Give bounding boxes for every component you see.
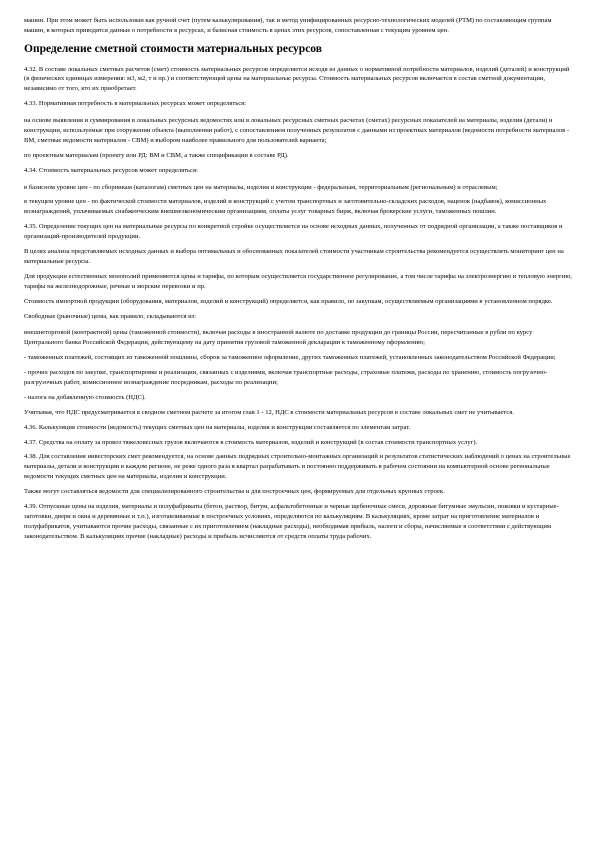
paragraph-need-summation: на основе выявления и суммирования в локальных ресурсных ведомостях или в локальных ресурсных сметных расчетах (сметах) ресурсных показателей на материалы, изделия (детали) и конструкции, используемые при сооружении объекта (выполнении работ), с сопоставлением полученных результатов с данными из проектных материалов (ведомости потребности материалов - ВМ, сметные ведомости материалов - СВМ) и выбором наиболее правильного для пользователей варианта; [24, 117, 570, 144]
document-page [24, 16, 572, 542]
paragraph-4-36: 4.36. Калькуляция стоимости (ведомость) текущих сметных цен на материалы, изделия и конструкции составляется по элементам затрат. [24, 423, 411, 431]
paragraph-4-38: 4.38. Для составления инвесторских смет рекомендуется, на основе данных подрядных строительно-монтажных организаций и результатов статистических наблюдений о ценах на строительные материалы, детали и конструкции в каждом регионе, не реже одного раза в квартал разрабатывать и постоянно поддерживать в рабочем состоянии на компьютерной основе региональные ведомости текущих сметных цен на материалы, изделия и конструкции. [24, 453, 571, 481]
section-heading: Определение сметной стоимости материальных ресурсов [24, 42, 322, 55]
intro-paragraph: машин. При этом может быть использован как ручной счет (путем калькулирования), так и метод унифицированных ресурсно-технологических моделей (РТМ) по составляющим группам машин, в которых приводятся данные о потребности в ресурсах, и базисная стоимость в ценах этих ресурсов, сопоставленная с текущим уровнем цен. [24, 17, 552, 34]
paragraph-4-37: 4.37. Средства на оплату за провоз тяжеловесных грузов включаются в стоимость материалов, изделий и конструкций (в состав стоимости транспортных услуг). [24, 438, 478, 446]
paragraph-monitoring: В целях анализа представляемых исходных данных и выбора оптимальных и обоснованных показателей стоимости участникам строительства рекомендуется осуществлять мониторинг цен на материальные ресурсы. [24, 248, 564, 265]
paragraph-4-34: 4.34. Стоимость материальных ресурсов может определяться: [24, 166, 198, 174]
paragraph-vat-note: Учитывая, что НДС предусматривается в сводном сметном расчете за итогом глав 1 - 12, НДС в стоимости материальных ресурсов в составе локальных смет не учитывается. [24, 408, 514, 416]
paragraph-free-prices: Свободные (рыночные) цены, как правило, складываются из: [24, 312, 197, 320]
paragraph-need-project: по проектным материалам (проекту или РД: ВМ и СВМ, а также спецификации в составе РД). [24, 151, 289, 159]
paragraph-contract-price: внешнеторговой (контрактной) цены (таможенной стоимости), включая расходы в иностранной валюте по доставке продукции до границы России, пересчитанные в рубли по курсу Центрального банка Российской Федерации, действующему на дату принятия грузовой таможенной декларации к таможенному оформлению; [24, 329, 533, 347]
paragraph-monopolies: Для продукции естественных монополий применяются цены и тарифы, по которым осуществляется государственное регулирование, а том числе тарифы на электроэнергию и тепловую энергию, тарифы на железнодорожные, речные и морские перевозки и пр. [24, 272, 572, 290]
paragraph-4-33: 4.33. Нормативная потребность в материальных ресурсах может определяться: [24, 100, 247, 108]
paragraph-base-prices: в базисном уровне цен - по сборникам (каталогам) сметных цен на материалы, изделия и конструкции - федеральным, территориальным (региональным) и отраслевым; [24, 183, 498, 191]
paragraph-vat: - налога на добавленную стоимость (НДС). [24, 393, 146, 401]
paragraph-4-32: 4.32. В составе локальных сметных расчетов (смет) стоимость материальных ресурсов определяется исходя из данных о нормативной потребности материалов, изделий (деталей) и конструкций (в физических единицах измерения: м3, м2, т и пр.) и соответствующей цены на материальные ресурсы. Стоимость материальных ресурсов включается в состав сметной документации, независимо от того, кто их приобретает. [24, 65, 570, 93]
paragraph-customs: - таможенных платежей, состоящих из таможенной пошлины, сборов за таможенное оформление, других таможенных платежей, установленных законодательством Российской Федерации; [24, 354, 556, 362]
paragraph-current-prices: в текущем уровне цен - по фактической стоимости материалов, изделий и конструкций с учетом транспортных и заготовительно-складских расходов, наценок (надбавок), комиссионных вознаграждений, уплачиваемых снабженческим внешнеэкономическим организациям, оплаты услуг товарных бирж, включая брокерские услуги, таможенных пошлин. [24, 198, 547, 216]
paragraph-specialized: Также могут составляться ведомости для специализированного строительства и для построечных цен, формируемых для отдельных крупных строек. [24, 488, 445, 496]
paragraph-other-costs: - прочих расходов по закупке, транспортировке и реализации, связанных с изделиями, включая транспортные расходы, страховые платежи, расходы по хранению, стоимость погрузочно-разгрузочных работ, комиссионное вознаграждение посредникам, расходы по реализации; [24, 369, 548, 386]
paragraph-import: Стоимость импортной продукции (оборудования, материалов, изделий и конструкций) определяется, как правило, по закупкам, осуществляемым организациями в установленном порядке. [24, 297, 553, 305]
paragraph-4-35: 4.35. Определение текущих цен на материальные ресурсы по конкретной стройке осуществляется на основе исходных данных, полученных от подрядной организации, а также поставщиков и организаций-производителей продукции. [24, 223, 563, 241]
paragraph-4-39: 4.39. Отпускные цены на изделия, материалы и полуфабрикаты (бетон, раствор, битум, асфальтобетонные и черные щебеночные смеси, дорожные битумные эмульсии, поковки и кустарные-заготовки, двери и окна и деревянные и т.п.), изготавливаемые в построечных условиях, определяются по калькуляциям. В калькуляциях, кроме затрат на приготовление материалов и полуфабрикатов, учитываются прочие расходы, связанные с их приготовлением (накладные расходы), необходимая прибыль, налоги и сборы, начисляемые в соответствии с действующим законодательством. В калькуляциях прочие (накладные) расходы и прибыль исчисляются от средств оплаты труда рабочих. [24, 502, 559, 540]
